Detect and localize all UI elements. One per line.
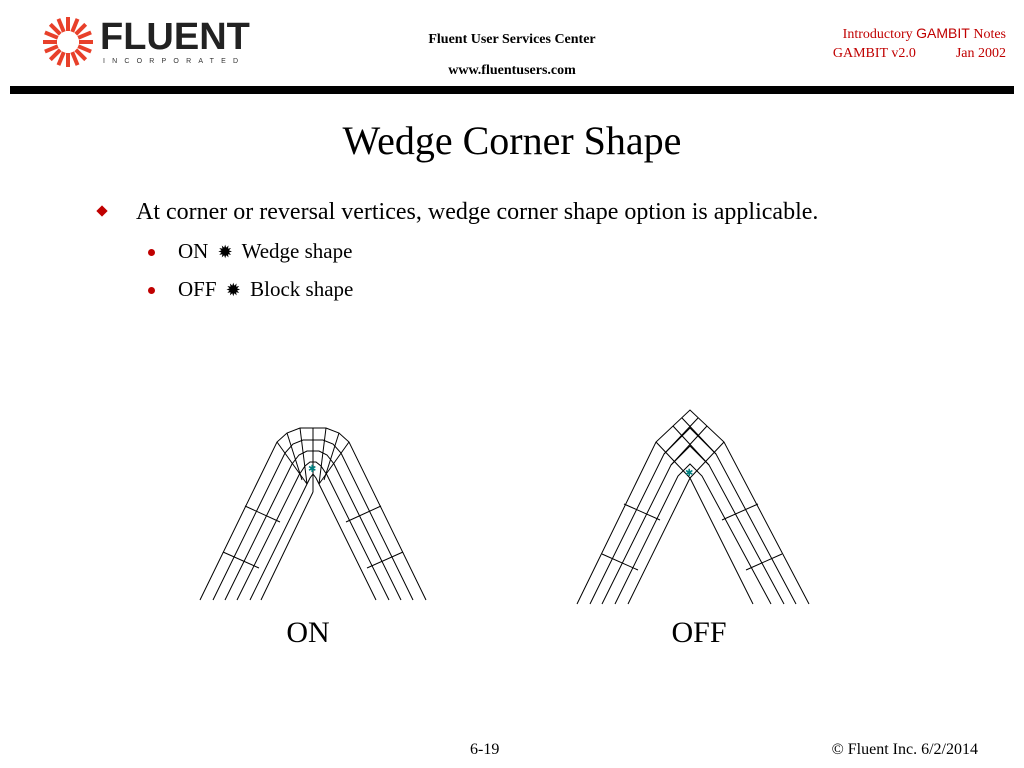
vertex-marker-icon: ✱ bbox=[685, 468, 694, 479]
header-website: www.fluentusers.com bbox=[448, 63, 576, 78]
header-center bbox=[362, 24, 662, 86]
diamond-bullet-icon bbox=[96, 205, 107, 216]
dot-bullet-icon bbox=[148, 249, 155, 256]
bullet-list bbox=[96, 196, 856, 309]
header-course-prefix: Introductory bbox=[842, 27, 913, 42]
logo-wordmark: FLUENT bbox=[100, 16, 250, 58]
dot-bullet-icon bbox=[148, 287, 155, 294]
slide-title: Wedge Corner Shape bbox=[342, 118, 682, 163]
header-course-title bbox=[776, 24, 1006, 44]
header-rule bbox=[10, 86, 1014, 94]
header-course-gambit: GAMBIT bbox=[916, 25, 970, 41]
wedge-mesh-off bbox=[572, 408, 816, 608]
sub-bullet-off bbox=[96, 271, 856, 309]
header-version-line bbox=[776, 44, 1006, 63]
sub-bullet-off-left: OFF bbox=[178, 277, 217, 301]
implies-icon: ✹ bbox=[217, 242, 233, 262]
sub-bullet-on bbox=[96, 233, 856, 271]
sub-bullet-off-right: Block shape bbox=[250, 277, 354, 301]
header-course-suffix: Notes bbox=[973, 27, 1006, 42]
figure-label-on: ON bbox=[286, 616, 330, 649]
sub-bullet-on-right: Wedge shape bbox=[241, 239, 353, 263]
logo-subtext: INCORPORATED bbox=[103, 58, 246, 65]
fluent-logo bbox=[40, 12, 250, 72]
copyright: © Fluent Inc. 6/2/2014 bbox=[831, 741, 978, 758]
page-number: 6-19 bbox=[470, 741, 500, 758]
figure-label-off: OFF bbox=[671, 616, 727, 649]
starburst-icon bbox=[42, 16, 94, 68]
bullet-main bbox=[96, 196, 856, 229]
wedge-mesh-on bbox=[195, 420, 435, 602]
header-version: GAMBIT v2.0 bbox=[832, 46, 916, 61]
bullet-main-text: At corner or reversal vertices, wedge corner shape option is applicable. bbox=[136, 199, 819, 225]
header-date: Jan 2002 bbox=[955, 46, 1006, 61]
sub-bullet-on-left: ON bbox=[178, 239, 209, 263]
header-right bbox=[776, 24, 1006, 63]
implies-icon: ✹ bbox=[225, 280, 241, 300]
header-org-name: Fluent User Services Center bbox=[428, 32, 596, 47]
vertex-marker-icon: ✱ bbox=[308, 464, 317, 475]
